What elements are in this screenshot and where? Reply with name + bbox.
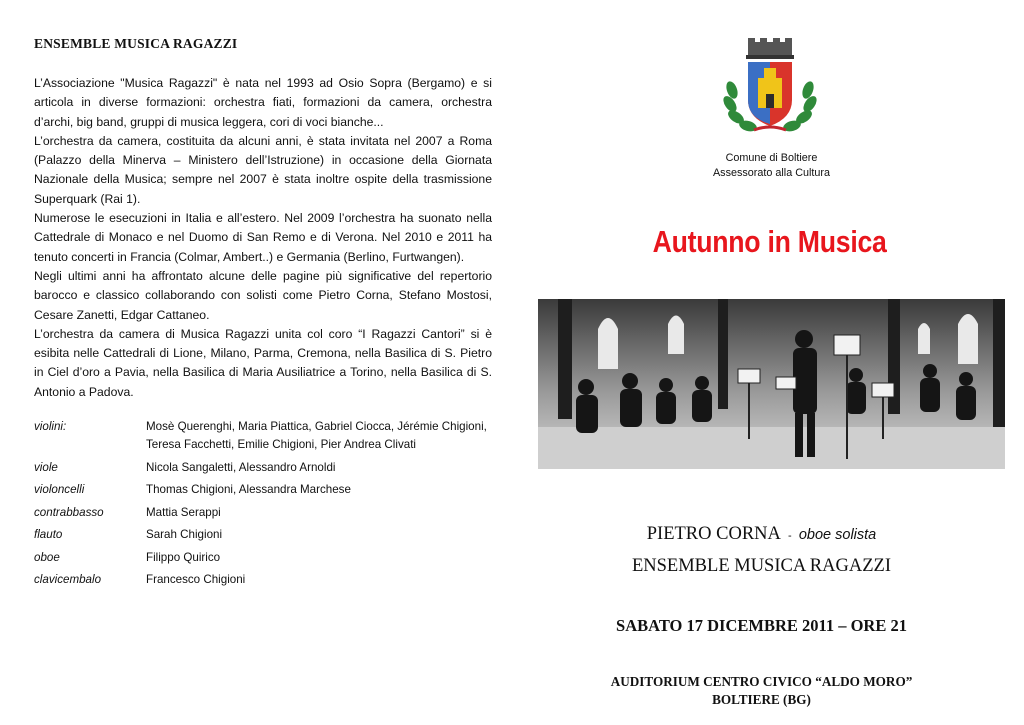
soloist-name: PIETRO CORNA [646, 524, 781, 544]
roster-role: clavicembalo [34, 573, 102, 587]
roster-role: viole [34, 460, 58, 474]
roster-names: Filippo Quirico [146, 550, 221, 564]
paragraph-choir: L’orchestra da camera di Musica Ragazzi unita col coro “I Ragazzi Cantori” si è esibita nelle Cattedrali di Lione, Milano, Parma, Cremona, nella Basilica di S. Pietro in Ciel d’oro a Pavia, nella Basilica di Maria Ausiliatrice a Torino, nella Basilica di S. Antonio a Padova. [34, 326, 492, 399]
roster-row-violoncelli [34, 481, 492, 499]
event-date: SABATO 17 DICEMBRE 2011 – ORE 21 [616, 616, 907, 635]
paragraph-concerts: Numerose le esecuzioni in Italia e all’estero. Nel 2009 l’orchestra ha suonato nella Cattedrale di Monaco e nel Duomo di San Remo e di Verona. Nel 2010 e 2011 ha tenuto concerti in Francia (Colmar, Ambert..) e Germania (Berlino, Furtwangen). [34, 211, 492, 264]
roster-names-line2: Teresa Facchetti, Emilie Chigioni, Pier Andrea Clivati [146, 438, 416, 452]
venue-city: BOLTIERE (BG) [712, 691, 811, 707]
roster-row-violini [34, 418, 492, 454]
roster-role: contrabbasso [34, 505, 104, 519]
roster-names [146, 418, 492, 454]
roster-names: Francesco Chigioni [146, 573, 246, 587]
soloist-separator: - [788, 530, 792, 542]
orchestra-photo [538, 299, 1005, 469]
roster-row-clavicembalo [34, 571, 492, 589]
roster-row-oboe [34, 549, 492, 567]
roster-names: Mattia Serappi [146, 505, 221, 519]
musicians-roster [34, 418, 492, 589]
roster-role: flauto [34, 528, 63, 542]
roster-role: violini: [34, 420, 67, 434]
roster-names: Thomas Chigioni, Alessandra Marchese [146, 483, 351, 497]
roster-names: Nicola Sangaletti, Alessandro Arnoldi [146, 460, 336, 474]
roster-names-line1: Mosè Querenghi, Maria Piattica, Gabriel Ciocca, Jérémie Chigioni, [146, 420, 487, 434]
roster-role: oboe [34, 550, 60, 564]
paragraph-repertoire: Negli ultimi anni ha affrontato alcune delle pagine più significative del repertorio barocco e classico collaborando con solisti come Pietro Corna, Stefano Mostosi, Cesare Zanetti, Edgar Cattaneo. [34, 268, 492, 322]
ensemble-heading: ENSEMBLE MUSICA RAGAZZI [34, 36, 238, 51]
roster-row-viole [34, 459, 492, 477]
event-title: Autunno in Musica [652, 224, 887, 259]
soloist-role: oboe solista [798, 527, 877, 543]
roster-role: violoncelli [34, 483, 85, 497]
roster-row-contrabbasso [34, 504, 492, 522]
ensemble-description [34, 74, 492, 402]
soloist-line [538, 522, 985, 545]
roster-names: Sarah Chigioni [146, 528, 223, 542]
roster-row-flauto [34, 526, 492, 544]
paragraph-history: L’Associazione "Musica Ragazzi" è nata nel 1993 ad Osio Sopra (Bergamo) e si articola in diverse formazioni: orchestra fiati, formazioni da camera, orchestra d’archi, big band, gruppi di musica leggera, cori di voci bianche... [34, 76, 492, 129]
event-venue [538, 673, 985, 708]
municipal-crest-icon [718, 38, 822, 138]
paragraph-rome: L’orchestra da camera, costituita da alcuni anni, è stata invitata nel 2007 a Roma (Palazzo della Minerva – Ministero dell’Istruzione) in occasione della Giornata Nazionale della Musica; sempre nel 2007 è stata inoltre ospite della trasmissione Superquark (Rai 1). [34, 133, 492, 206]
left-panel [34, 36, 492, 594]
comune-name: Comune di Boltiere [725, 152, 818, 164]
assessorato-name: Assessorato alla Cultura [712, 167, 831, 179]
venue-name: AUDITORIUM CENTRO CIVICO “ALDO MORO” [610, 674, 913, 689]
ensemble-name: ENSEMBLE MUSICA RAGAZZI [631, 556, 891, 576]
